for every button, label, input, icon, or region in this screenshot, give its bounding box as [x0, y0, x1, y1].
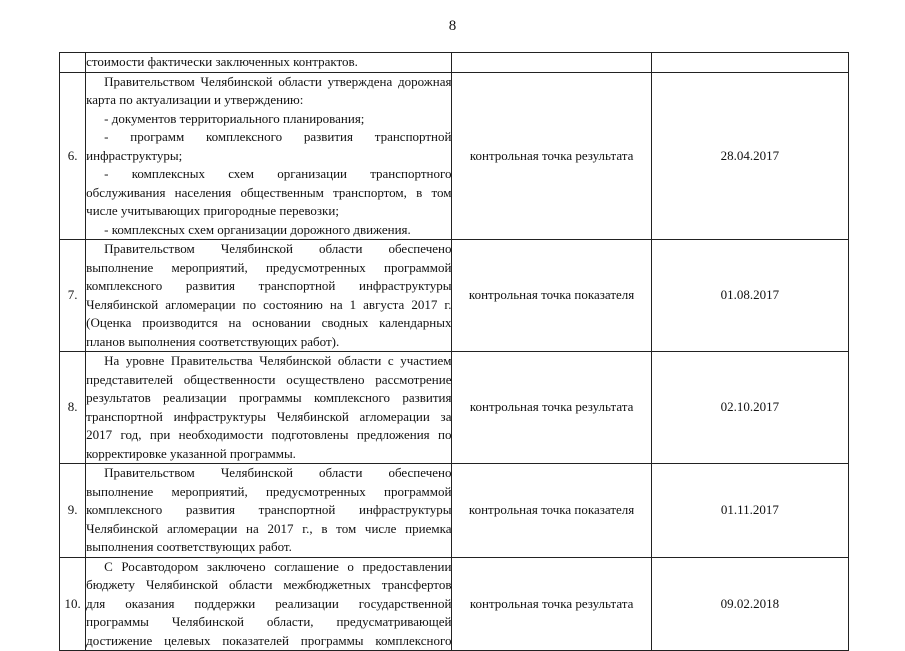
table-row-continuation: [60, 53, 849, 73]
description-line: Правительством Челябинской области обеспечено: [104, 465, 452, 480]
description-line: карта по актуализации и утверждению:: [86, 92, 304, 107]
description-line: выполнение мероприятий, предусмотренных программой: [86, 259, 452, 275]
row-description-cell: [86, 352, 452, 464]
row-date: 01.08.2017: [651, 240, 848, 352]
description-line: На уровне Правительства Челябинской области с участием: [104, 353, 452, 368]
description-line: обслуживания населения общественным транспортом, в том: [86, 184, 452, 200]
row-description-cell: [86, 72, 452, 240]
description-line: - программ комплексного развития транспортной: [104, 129, 452, 144]
description-line: транспортной инфраструктуры Челябинской агломерации за: [86, 408, 452, 424]
description-line: Челябинской агломерации по состоянию на 1 августа 2017 г.: [86, 296, 452, 312]
row-type: контрольная точка показателя: [452, 464, 651, 558]
row-number: 10.: [60, 557, 86, 651]
description-line: результатов реализации программы комплексного развития: [86, 390, 452, 405]
row-number: 7.: [60, 240, 86, 352]
description-line: для оказания поддержки реализации государственной: [86, 595, 452, 611]
description-line: представителей общественности осуществлено рассмотрение: [86, 371, 452, 387]
description-line: программы Челябинской области, предусматривающей: [86, 614, 452, 629]
description-line: 2017 год, при необходимости подготовлены предложения по: [86, 427, 452, 442]
description-line: - документов территориального планирования;: [104, 110, 365, 126]
description-line: - комплексных схем организации дорожного движения.: [104, 221, 411, 237]
row-type: контрольная точка результата: [452, 72, 651, 240]
description-line: бюджету Челябинской области межбюджетных трансфертов: [86, 577, 452, 592]
row-description-cell: [86, 464, 452, 558]
row-description-cell: [86, 557, 452, 651]
row-description-cell: [86, 240, 452, 352]
description-line: числе учитывающих пригородные перевозки;: [86, 203, 339, 218]
row-number: 6.: [60, 72, 86, 240]
description-line: - комплексных схем организации транспортного: [104, 166, 452, 181]
description-line: выполнения соответствующих работ.: [86, 539, 292, 554]
row-type: контрольная точка результата: [452, 352, 651, 464]
description-line: Челябинской агломерации на 2017 г., в том числе приемка: [86, 520, 452, 536]
page-number: 8: [448, 18, 457, 34]
table-row: [60, 352, 849, 464]
row-date: 28.04.2017: [651, 72, 848, 240]
table-row: [60, 72, 849, 240]
row-number-cell: [60, 53, 86, 73]
row-date: 01.11.2017: [651, 464, 848, 558]
description-line: комплексного развития транспортной инфраструктуры: [86, 502, 452, 517]
row-type-cell: [452, 53, 651, 73]
description-line: планов выполнения соответствующих работ).: [86, 333, 340, 349]
row-date: 09.02.2018: [651, 557, 848, 651]
row-description-cell: [86, 53, 452, 73]
description-line: Правительством Челябинской области утверждена дорожная: [104, 73, 452, 89]
description-line: достижение целевых показателей программы комплексного: [86, 632, 452, 648]
description-line: выполнение мероприятий, предусмотренных программой: [86, 483, 452, 499]
row-number: 9.: [60, 464, 86, 558]
row-date: 02.10.2017: [651, 352, 848, 464]
description-line: (Оценка производится на основании сводных календарных: [86, 315, 452, 330]
row-number: 8.: [60, 352, 86, 464]
table-row: [60, 240, 849, 352]
table-row: [60, 464, 849, 558]
milestones-table: [59, 52, 849, 651]
table-row: [60, 557, 849, 651]
row-type: контрольная точка показателя: [452, 240, 651, 352]
description-line: инфраструктуры;: [86, 147, 183, 163]
description-line: корректировке указанной программы.: [86, 445, 296, 461]
row-type: контрольная точка результата: [452, 557, 651, 651]
description-line: Правительством Челябинской области обеспечено: [104, 241, 452, 256]
row-date-cell: [651, 53, 848, 73]
description-line: С Росавтодором заключено соглашение о предоставлении: [104, 558, 452, 574]
description-line: комплексного развития транспортной инфраструктуры: [86, 278, 452, 293]
description-line: стоимости фактически заключенных контрактов.: [86, 54, 358, 69]
